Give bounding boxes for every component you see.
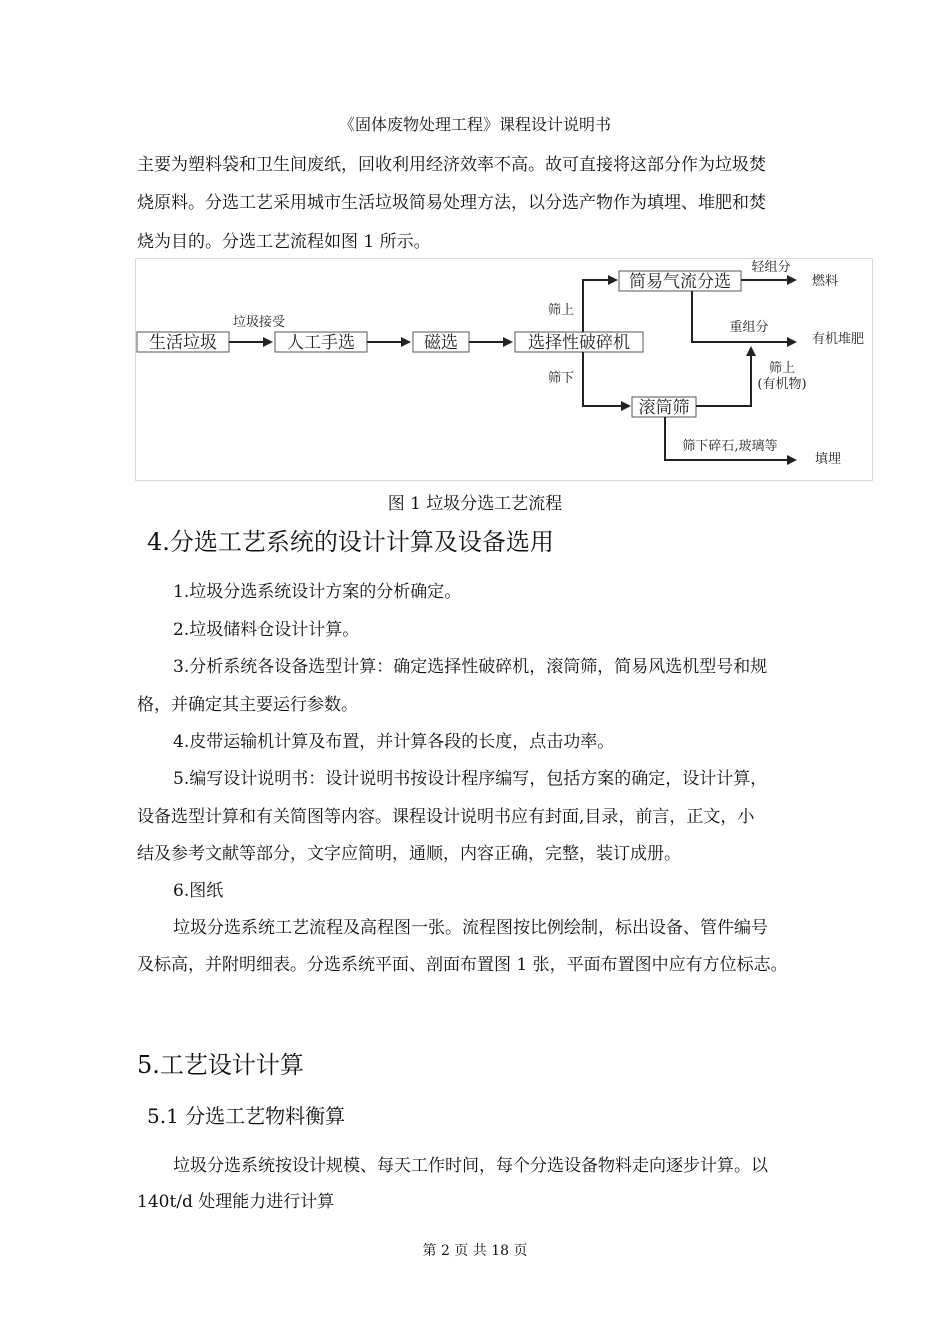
label-sieve-up-2: 筛上 (768, 361, 796, 376)
label-sieve-down: 筛下 (547, 371, 575, 386)
node-waste: 生活垃圾 (149, 333, 217, 353)
paragraph-line: 140t/d 处理能力进行计算 (137, 1192, 335, 1212)
node-trommel: 滚筒筛 (638, 398, 690, 418)
node-manual: 人工手选 (287, 333, 355, 353)
list-item: 3.分析系统各设备选型计算：确定选择性破碎机，滚筒筛，简易风选机型号和规 (173, 657, 768, 677)
running-header: 《固体废物处理工程》课程设计说明书 (338, 115, 611, 134)
section-4-heading: 4.分选工艺系统的设计计算及设备选用 (147, 528, 554, 556)
section-5-1-heading: 5.1 分选工艺物料衡算 (147, 1104, 346, 1128)
paragraph-line: 及标高，并附明细表。分选系统平面、剖面布置图 1 张，平面布置图中应有方位标志。 (137, 955, 788, 975)
flow-diagram (135, 258, 875, 482)
list-item: 2.垃圾储料仓设计计算。 (173, 620, 360, 640)
list-item-continuation: 结及参考文献等部分，文字应简明，通顺，内容正确，完整，装订成册。 (137, 844, 681, 864)
node-magnetic: 磁选 (424, 333, 458, 353)
label-fuel: 燃料 (812, 274, 839, 289)
intro-line: 烧原料。分选工艺采用城市生活垃圾简易处理方法，以分选产物作为填埋、堆肥和焚 (137, 193, 766, 213)
label-organic: (有机物) (757, 377, 807, 392)
list-item-continuation: 格，并确定其主要运行参数。 (137, 695, 358, 715)
label-compost: 有机堆肥 (812, 332, 865, 347)
intro-line: 烧为目的。分选工艺流程如图 1 所示。 (137, 232, 431, 252)
paragraph-line: 垃圾分选系统工艺流程及高程图一张。流程图按比例绘制，标出设备、管件编号 (173, 918, 768, 938)
paragraph-line: 垃圾分选系统按设计规模、每天工作时间，每个分选设备物料走向逐步计算。以 (173, 1156, 768, 1176)
section-5-heading: 5.工艺设计计算 (137, 1051, 304, 1079)
label-receive: 垃圾接受 (232, 315, 286, 330)
node-crusher: 选择性破碎机 (528, 333, 630, 353)
label-light: 轻组分 (751, 260, 791, 275)
list-item: 4.皮带运输机计算及布置，并计算各段的长度，点击功率。 (173, 732, 615, 752)
intro-line: 主要为塑料袋和卫生间废纸，回收利用经济效率不高。故可直接将这部分作为垃圾焚 (137, 155, 766, 175)
list-item: 5.编写设计说明书：设计说明书按设计程序编写，包括方案的确定，设计计算， (173, 769, 768, 789)
list-item-continuation: 设备选型计算和有关简图等内容。课程设计说明书应有封面,目录，前言，正文，小 (137, 807, 755, 827)
page-number: 第 2 页 共 18 页 (422, 1243, 528, 1259)
list-item: 6.图纸 (173, 881, 224, 901)
label-sieve-up: 筛上 (547, 303, 575, 318)
list-item: 1.垃圾分选系统设计方案的分析确定。 (173, 582, 462, 602)
node-air: 简易气流分选 (629, 272, 731, 292)
label-gravel: 筛下碎石,玻璃等 (682, 439, 778, 454)
label-landfill: 填埋 (815, 452, 842, 467)
figure-caption: 图 1 垃圾分选工艺流程 (387, 494, 563, 514)
label-heavy: 重组分 (729, 320, 769, 335)
